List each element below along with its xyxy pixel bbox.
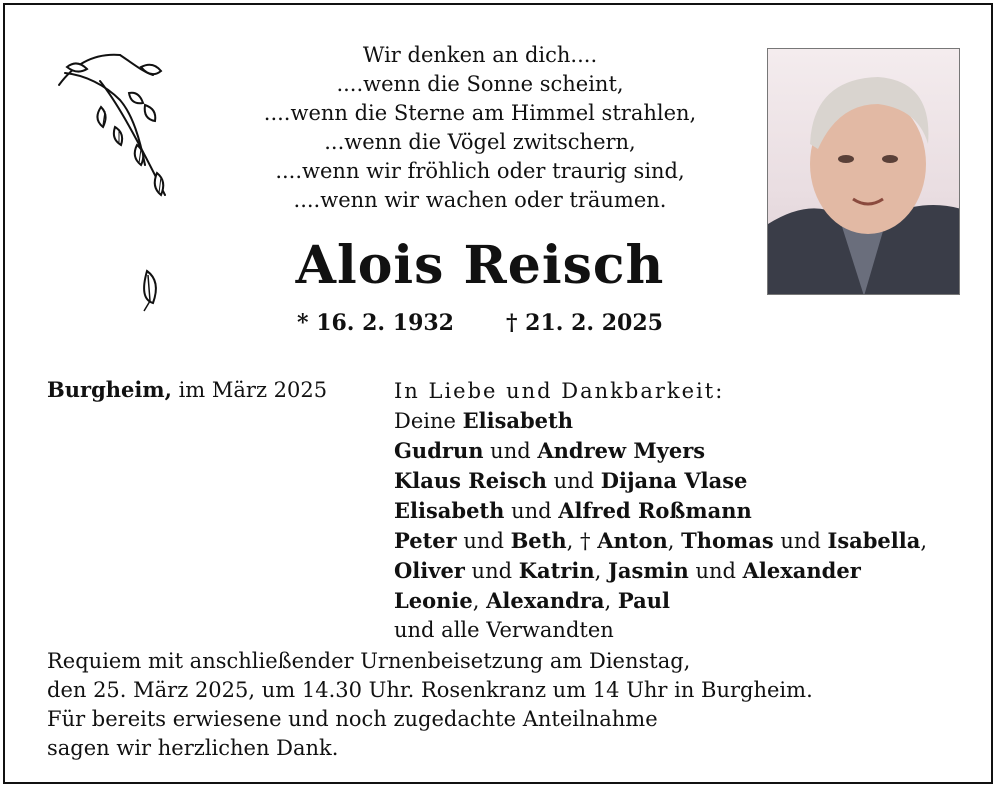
family-connector: und [464, 559, 519, 583]
family-connector: Deine [394, 409, 463, 433]
footer-line: den 25. März 2025, um 14.30 Uhr. Rosenkranz um 14 Uhr in Burgheim. [47, 678, 813, 702]
family-member-name: Alfred Roßmann [558, 498, 752, 523]
family-member-name: Elisabeth [462, 408, 574, 433]
family-connector: , [604, 589, 618, 613]
family-member-name: Leonie [394, 588, 473, 613]
place-town: Burgheim, [47, 377, 172, 402]
family-member-name: Elisabeth [394, 498, 505, 523]
family-connector: und [456, 529, 511, 553]
service-notice [47, 647, 813, 763]
family-member-name: Oliver [394, 558, 465, 583]
family-line [394, 586, 927, 616]
family-line [394, 556, 927, 586]
poem [225, 41, 735, 215]
family-line [394, 466, 927, 496]
family-member-name: Katrin [518, 558, 595, 583]
family-member-name: Alexander [742, 558, 861, 583]
footer-line: Für bereits erwiesene und noch zugedachte Anteilnahme [47, 707, 658, 731]
family-member-name: Gudrun [394, 438, 484, 463]
poem-line: ...wenn die Vögel zwitschern, [324, 130, 636, 154]
poem-line: ....wenn die Sonne scheint, [336, 72, 624, 96]
family-member-name: Beth [510, 528, 567, 553]
family-line [394, 616, 927, 645]
family-member-name: Jasmin [607, 558, 689, 583]
family-connector: , [667, 529, 682, 553]
portrait-photo-graphic [768, 49, 960, 295]
life-dates [205, 310, 755, 336]
family-connector: und [483, 439, 538, 463]
poem-line: ....wenn die Sterne am Himmel strahlen, [263, 101, 697, 125]
family-connector: , † [566, 529, 598, 553]
family-connector: und [688, 559, 743, 583]
family-connector: und [504, 499, 559, 523]
family-connector: und alle Verwandten [394, 618, 614, 642]
family-intro: In Liebe und Dankbarkeit: [394, 379, 725, 403]
deceased-name: Alois Reisch [295, 235, 665, 296]
family-member-name: Andrew Myers [537, 438, 706, 463]
family-member-name: Alexandra [486, 588, 605, 613]
family-line [394, 406, 927, 436]
family-member-name: Peter [394, 528, 457, 553]
birth-date: * 16. 2. 1932 [297, 310, 454, 336]
poem-line: ....wenn wir fröhlich oder traurig sind, [275, 159, 685, 183]
portrait-photo [767, 48, 960, 295]
family-connector: und [546, 469, 601, 493]
poem-line: Wir denken an dich.... [362, 43, 598, 67]
family-member-name: Paul [617, 588, 670, 613]
family-connector: , [594, 559, 608, 583]
family-member-name: Dijana Vlase [600, 468, 748, 493]
birch-branch-icon [45, 45, 185, 220]
death-date: † 21. 2. 2025 [506, 310, 663, 336]
footer-line: sagen wir herzlichen Dank. [47, 736, 339, 760]
place-date: im März 2025 [171, 378, 328, 402]
family-line [394, 496, 927, 526]
family-member-name: Klaus Reisch [394, 468, 547, 493]
obituary-card [3, 3, 993, 784]
family-connector: , [920, 529, 928, 553]
family-connector: und [773, 529, 828, 553]
falling-leaf-icon [133, 267, 163, 317]
family-line [394, 436, 927, 466]
footer-line: Requiem mit anschließender Urnenbeisetzung am Dienstag, [47, 649, 691, 673]
family-signature [394, 377, 927, 645]
family-member-name: Thomas [681, 528, 774, 553]
poem-line: ....wenn wir wachen oder träumen. [293, 188, 667, 212]
place-and-date [47, 377, 327, 402]
family-member-name: Isabella [827, 528, 921, 553]
family-line [394, 526, 927, 556]
family-member-name: Anton [597, 528, 668, 553]
family-connector: , [472, 589, 487, 613]
